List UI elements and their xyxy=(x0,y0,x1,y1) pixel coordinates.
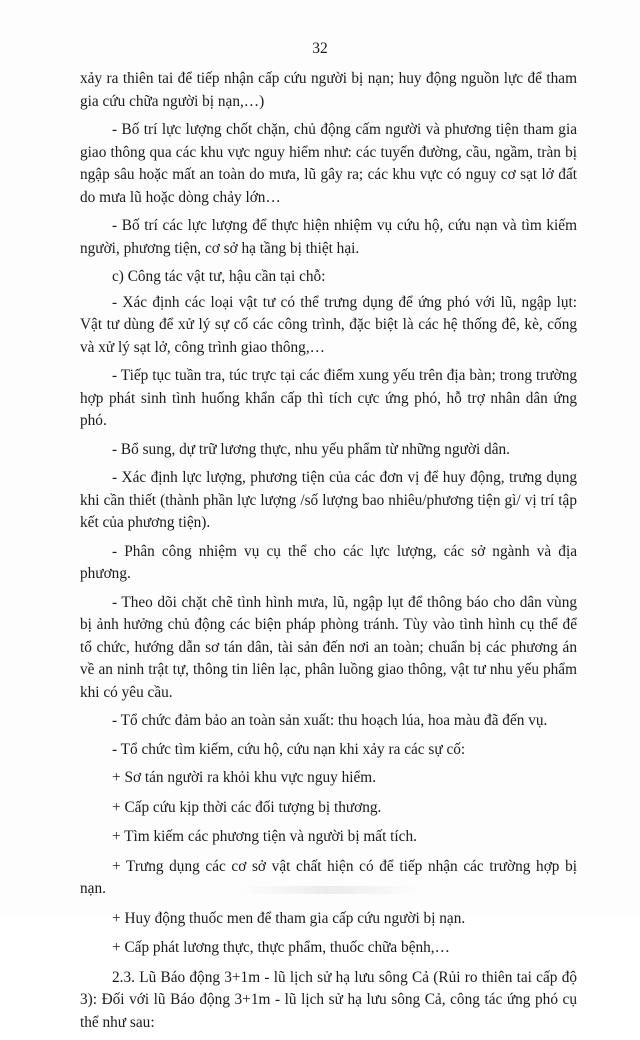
list-item-first-aid: + Cấp cứu kịp thời các đối tượng bị thương. xyxy=(112,798,382,816)
paragraph-materials: - Xác định các loại vật tư có thể trưng dụng để ứng phó với lũ, ngập lụt: Vật tư dùng để xử lý sự cố các công trình, đặc biệt là các hệ thống đê, kè, cống và xử lý sạt lở, công trình giao thông,… xyxy=(80,293,577,356)
list-item-supplies: + Cấp phát lương thực, thực phẩm, thuốc chữa bệnh,… xyxy=(112,939,450,956)
list-item-requisition: + Trưng dụng các cơ sở vật chất hiện có để tiếp nhận các trường hợp bị nạn. xyxy=(80,857,577,897)
paragraph-food-reserve: - Bổ sung, dự trữ lương thực, nhu yếu phẩm từ những người dân. xyxy=(112,440,510,458)
list-item-evacuate: + Sơ tán người ra khỏi khu vực nguy hiểm. xyxy=(112,769,377,786)
paragraph-checkpoint-forces: - Bố trí lực lượng chốt chặn, chủ động cấm người và phương tiện tham gia giao thông qua các khu vực nguy hiểm như: các tuyến đường, cầu, ngầm, tràn bị ngập sâu hoặc mất an toàn do mưa, lũ gây ra; các khu vực có nguy cơ sạt lở đất do mưa lũ hoặc dòng chảy lớn… xyxy=(80,121,577,206)
paragraph-patrol: - Tiếp tục tuần tra, túc trực tại các điểm xung yếu trên địa bàn; trong trường hợp phát sinh tình huống khẩn cấp thì tích cực ứng phó, hỗ trợ nhân dân ứng phó. xyxy=(80,367,577,429)
paragraph-assign-tasks: - Phân công nhiệm vụ cụ thể cho các lực lượng, các sở ngành và địa phương. xyxy=(80,542,577,582)
document-body xyxy=(80,68,577,1040)
section-heading-logistics: c) Công tác vật tư, hậu cần tại chỗ: xyxy=(112,268,326,285)
paragraph-search-rescue: - Tổ chức tìm kiếm, cứu hộ, cứu nạn khi xảy ra các sự cố: xyxy=(112,740,466,758)
list-item-search-missing: + Tìm kiếm các phương tiện và người bị mất tích. xyxy=(112,828,417,845)
paragraph-section-2-3: 2.3. Lũ Báo động 3+1m - lũ lịch sử hạ lưu sông Cả (Rủi ro thiên tai cấp độ 3): Đối với lũ Báo động 3+1m - lũ lịch sử hạ lưu sông Cả, công tác ứng phó cụ thể như sau: xyxy=(80,968,577,1031)
paragraph-production-safety: - Tổ chức đảm bảo an toàn sản xuất: thu hoạch lúa, hoa màu đã đến vụ. xyxy=(112,712,548,729)
paragraph-rescue-forces: - Bố trí các lực lượng để thực hiện nhiệm vụ cứu hộ, cứu nạn và tìm kiếm người, phương tiện, cơ sở hạ tầng bị thiệt hại. xyxy=(80,217,577,257)
paragraph-continuation: xảy ra thiên tai để tiếp nhận cấp cứu người bị nạn; huy động nguồn lực để tham gia cứu chữa người bị nạn,…) xyxy=(80,70,577,110)
scan-artifact xyxy=(240,886,420,894)
list-item-medicine: + Huy động thuốc men để tham gia cấp cứu người bị nạn. xyxy=(112,909,466,927)
paragraph-mobilize-forces: - Xác định lực lượng, phương tiện của các đơn vị để huy động, trưng dụng khi cần thiết (thành phần lực lượng /số lượng bao nhiêu/phương tiện gì/ vị trí tập kết của phương tiện). xyxy=(80,469,577,531)
page-number: 32 xyxy=(312,40,328,57)
paragraph-monitor-weather: - Theo dõi chặt chẽ tình hình mưa, lũ, ngập lụt để thông báo cho dân vùng bị ảnh hưởng chủ động các biện pháp phòng tránh. Tùy vào tình hình cụ thể để tổ chức, hướng dẫn sơ tán dân, tài sản đến nơi an toàn; chuẩn bị các phương án về an ninh trật tự, thông tin liên lạc, phân luồng giao thông, vật tư nhu yếu phẩm khi có yêu cầu. xyxy=(80,593,577,701)
